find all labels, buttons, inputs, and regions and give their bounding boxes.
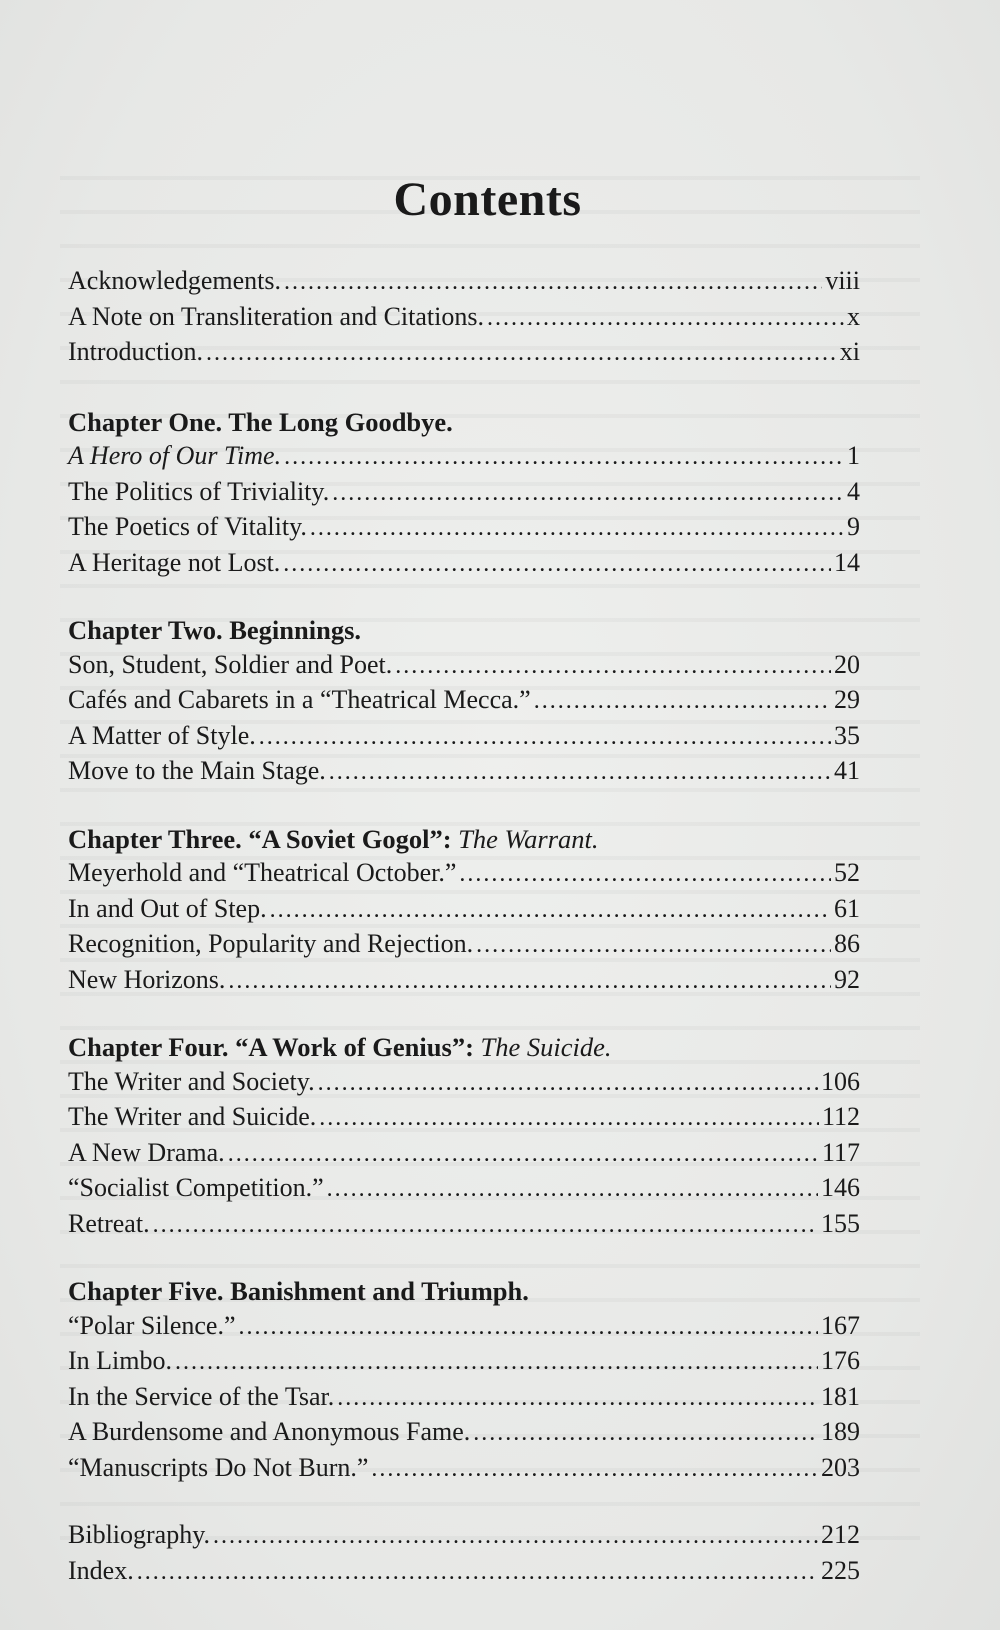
leader-dots <box>534 684 831 719</box>
toc-entry[interactable] <box>68 963 860 999</box>
entry-label: A Matter of Style. <box>68 720 256 750</box>
leader-dots <box>476 928 831 963</box>
toc-entry[interactable] <box>68 300 860 336</box>
page-number: 181 <box>821 1381 860 1411</box>
chapter-play-title: The Warrant. <box>458 823 599 854</box>
entry-label: “Socialist Competition.” <box>68 1173 324 1202</box>
leader-dots <box>153 1208 818 1243</box>
page-number: 35 <box>834 720 860 750</box>
page-number: 117 <box>821 1137 860 1167</box>
leader-dots <box>473 1416 818 1451</box>
page-number: 112 <box>821 1102 860 1131</box>
page-number: 146 <box>821 1173 860 1202</box>
page-number: 106 <box>821 1066 860 1096</box>
page-number: 4 <box>847 476 860 506</box>
entry-label: Son, Student, Soldier and Poet. <box>68 649 393 679</box>
entry-label: The Politics of Triviality. <box>68 476 330 506</box>
front-matter <box>68 264 860 371</box>
leader-dots <box>206 336 837 371</box>
chapter-two <box>68 613 860 790</box>
entry-label: A Note on Transliteration and Citations. <box>68 301 484 331</box>
page-number: 155 <box>821 1208 860 1238</box>
page-number: 52 <box>834 858 860 887</box>
entry-label: Retreat. <box>68 1208 150 1238</box>
toc-entry[interactable] <box>68 648 860 684</box>
chapter-title: Chapter Four. “A Work of Genius”: <box>68 1032 474 1062</box>
entry-label: “Manuscripts Do Not Burn.” <box>68 1452 369 1482</box>
entry-label: Bibliography. <box>68 1520 211 1549</box>
page-number: 212 <box>821 1520 860 1549</box>
leader-dots <box>259 720 831 755</box>
toc-entry[interactable] <box>68 1415 860 1451</box>
leader-dots <box>371 1452 818 1487</box>
chapter-one <box>68 405 860 582</box>
chapter-play-title: The Suicide. <box>480 1032 612 1062</box>
toc-entry[interactable] <box>68 754 860 790</box>
page-number: 14 <box>834 547 860 577</box>
toc-entry[interactable] <box>68 335 860 371</box>
leader-dots <box>310 511 844 546</box>
toc-entry[interactable] <box>68 1518 860 1554</box>
page-number: 203 <box>821 1452 860 1482</box>
chapter-heading[interactable] <box>68 1030 860 1065</box>
toc-entry[interactable] <box>68 1554 860 1590</box>
entry-label: Introduction. <box>68 337 204 366</box>
page-number: 86 <box>834 929 860 958</box>
chapter-heading[interactable] <box>68 613 860 648</box>
page-number: 20 <box>834 649 860 679</box>
leader-dots <box>284 440 844 475</box>
entry-label: Acknowledgements. <box>68 266 282 295</box>
chapter-heading[interactable] <box>68 1274 860 1309</box>
leader-dots <box>327 1172 818 1207</box>
page-number: 1 <box>847 441 860 470</box>
chapter-title: Chapter One. The Long Goodbye. <box>68 406 453 437</box>
entry-label: Index. <box>68 1555 134 1585</box>
entry-label: The Poetics of Vitality. <box>68 512 307 541</box>
toc-entry[interactable] <box>68 683 860 719</box>
page-number: 189 <box>821 1417 860 1446</box>
entry-label: Move to the Main Stage. <box>68 756 326 785</box>
leader-dots <box>318 1066 818 1101</box>
entry-label: The Writer and Society. <box>68 1066 315 1096</box>
leader-dots <box>284 265 822 300</box>
toc-entry[interactable] <box>68 475 860 511</box>
page-number: 61 <box>834 893 860 923</box>
page-number: 167 <box>821 1310 860 1340</box>
entry-label: Meyerhold and “Theatrical October.” <box>68 858 457 887</box>
entry-label: Recognition, Popularity and Rejection. <box>68 929 474 958</box>
toc-entry[interactable] <box>68 856 860 892</box>
toc-entry[interactable] <box>68 1380 860 1416</box>
leader-dots <box>329 755 831 790</box>
toc-entry[interactable] <box>68 719 860 755</box>
entry-label: Cafés and Cabarets in a “Theatrical Mecca.” <box>68 685 531 714</box>
table-of-contents <box>68 264 860 1589</box>
leader-dots <box>228 1137 819 1172</box>
chapter-title: Chapter Three. “A Soviet Gogol”: <box>68 823 452 854</box>
chapter-three <box>68 822 860 999</box>
toc-entry[interactable] <box>68 1065 860 1101</box>
leader-dots <box>175 1345 818 1380</box>
entry-label: New Horizons. <box>68 964 226 994</box>
toc-entry[interactable] <box>68 1344 860 1380</box>
toc-entry[interactable] <box>68 927 860 963</box>
entry-label: A Hero of Our Time. <box>68 441 282 470</box>
toc-entry[interactable] <box>68 439 860 475</box>
entry-label: A Burdensome and Anonymous Fame. <box>68 1417 471 1446</box>
leader-dots <box>213 1519 818 1554</box>
leader-dots <box>337 1381 818 1416</box>
leader-dots <box>487 301 844 336</box>
toc-entry[interactable] <box>68 546 860 582</box>
toc-entry[interactable] <box>68 1100 860 1136</box>
leader-dots <box>395 649 831 684</box>
chapter-four <box>68 1030 860 1242</box>
toc-entry[interactable] <box>68 1207 860 1243</box>
page-number: x <box>847 301 860 331</box>
chapter-five <box>68 1274 860 1486</box>
chapter-heading[interactable] <box>68 822 860 857</box>
page-number: 29 <box>834 685 860 714</box>
chapter-title: Chapter Five. Banishment and Triumph. <box>68 1276 529 1306</box>
back-matter <box>68 1518 860 1589</box>
entry-label: In Limbo. <box>68 1346 172 1375</box>
toc-entry[interactable] <box>68 1309 860 1345</box>
leader-dots <box>228 964 831 999</box>
toc-entry[interactable] <box>68 510 860 546</box>
page-number: 176 <box>821 1346 860 1375</box>
page-title: Contents <box>393 173 582 226</box>
page-number: xi <box>839 337 860 366</box>
page-number: 225 <box>821 1555 860 1585</box>
chapter-heading[interactable] <box>68 405 860 440</box>
page-number: 41 <box>834 756 860 785</box>
entry-label: In the Service of the Tsar. <box>68 1381 335 1411</box>
toc-entry[interactable] <box>68 264 860 300</box>
leader-dots <box>137 1555 818 1590</box>
toc-entry[interactable] <box>68 1136 860 1172</box>
toc-entry[interactable] <box>68 1451 860 1487</box>
leader-dots <box>283 547 831 582</box>
leader-dots <box>332 476 844 511</box>
toc-entry[interactable] <box>68 892 860 928</box>
page-number: 92 <box>834 964 860 994</box>
entry-label: A Heritage not Lost. <box>68 547 281 577</box>
entry-label: In and Out of Step. <box>68 893 267 923</box>
leader-dots <box>459 857 831 892</box>
entry-label: The Writer and Suicide. <box>68 1102 317 1131</box>
entry-label: A New Drama. <box>68 1137 225 1167</box>
leader-dots <box>319 1101 819 1136</box>
leader-dots <box>270 893 831 928</box>
page-number: viii <box>825 266 860 295</box>
entry-label: “Polar Silence.” <box>68 1310 236 1340</box>
toc-entry[interactable] <box>68 1171 860 1207</box>
leader-dots <box>239 1310 819 1345</box>
page-number: 9 <box>847 512 860 541</box>
chapter-title: Chapter Two. Beginnings. <box>68 615 362 645</box>
